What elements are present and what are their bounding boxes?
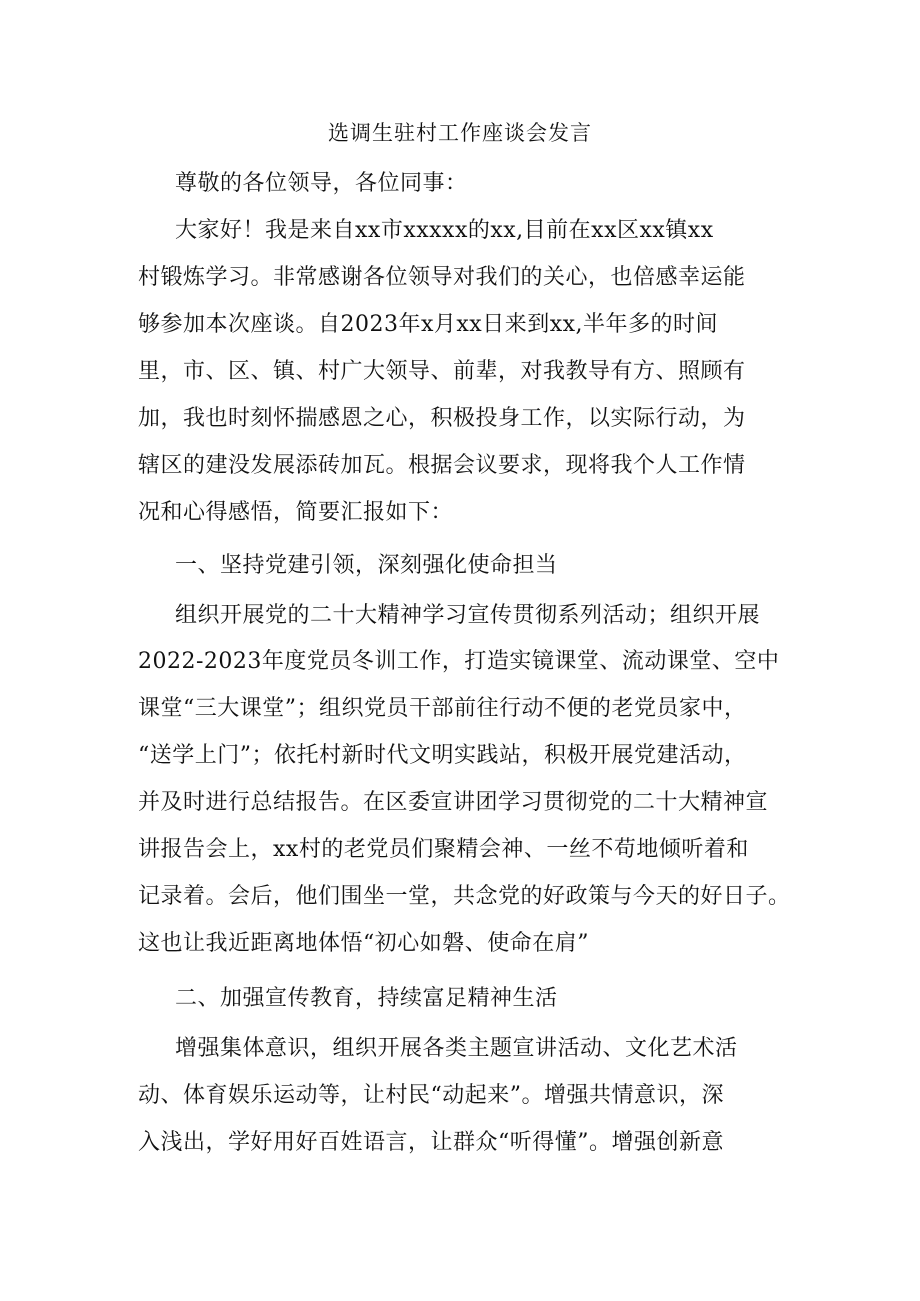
paragraph-line: 课堂“三大课堂”；组织党员干部前往行动不便的老党员家中， bbox=[138, 696, 747, 721]
paragraph-line: 记录着。会后，他们围坐一堂，共念党的好政策与今天的好日子。 bbox=[138, 884, 791, 909]
paragraph-line: 讲报告会上，xx村的老党员们聚精会神、一丝不苟地倾听着和 bbox=[138, 837, 749, 862]
paragraph-line: 大家好！我是来自xx市xxxxx的xx,目前在xx区xx镇xx bbox=[175, 218, 714, 243]
paragraph-line: 况和心得感悟，简要汇报如下： bbox=[138, 500, 454, 525]
greeting-line: 尊敬的各位领导，各位同事： bbox=[175, 171, 468, 196]
paragraph-line: 村锻炼学习。非常感谢各位领导对我们的关心，也倍感幸运能 bbox=[138, 265, 746, 290]
paragraph-line: 动、体育娱乐运动等，让村民“动起来”。增强共情意识，深 bbox=[138, 1083, 724, 1108]
document-title: 选调生驻村工作座谈会发言 bbox=[328, 121, 592, 145]
section-heading: 一、坚持党建引领，深刻强化使命担当 bbox=[175, 553, 558, 578]
paragraph-line: 里，市、区、镇、村广大领导、前辈，对我教导有方、照顾有 bbox=[138, 359, 746, 384]
paragraph-line: 这也让我近距离地体悟“初心如磐、使命在肩” bbox=[138, 931, 589, 956]
paragraph-line: “送学上门”；依托村新时代文明实践站，积极开展党建活动， bbox=[138, 743, 747, 768]
paragraph-line: 增强集体意识，组织开展各类主题宣讲活动、文化艺术活 bbox=[175, 1036, 738, 1061]
section-heading: 二、加强宣传教育，持续富足精神生活 bbox=[175, 986, 558, 1011]
paragraph-line: 组织开展党的二十大精神学习宣传贯彻系列活动；组织开展 bbox=[175, 603, 761, 628]
paragraph-line: 2022-2023年度党员冬训工作，打造实镜课堂、流动课堂、空中 bbox=[138, 649, 780, 674]
paragraph-line: 加，我也时刻怀揣感恩之心，积极投身工作，以实际行动，为 bbox=[138, 406, 746, 431]
paragraph-line: 够参加本次座谈。自2023年x月xx日来到xx,半年多的时间 bbox=[138, 312, 719, 337]
paragraph-line: 并及时进行总结报告。在区委宣讲团学习贯彻党的二十大精神宣 bbox=[138, 790, 769, 815]
paragraph-line: 入浅出，学好用好百姓语言，让群众“听得懂”。增强创新意 bbox=[138, 1130, 724, 1155]
paragraph-line: 辖区的建没发展添砖加瓦。根据会议要求，现将我个人工作情 bbox=[138, 453, 746, 478]
